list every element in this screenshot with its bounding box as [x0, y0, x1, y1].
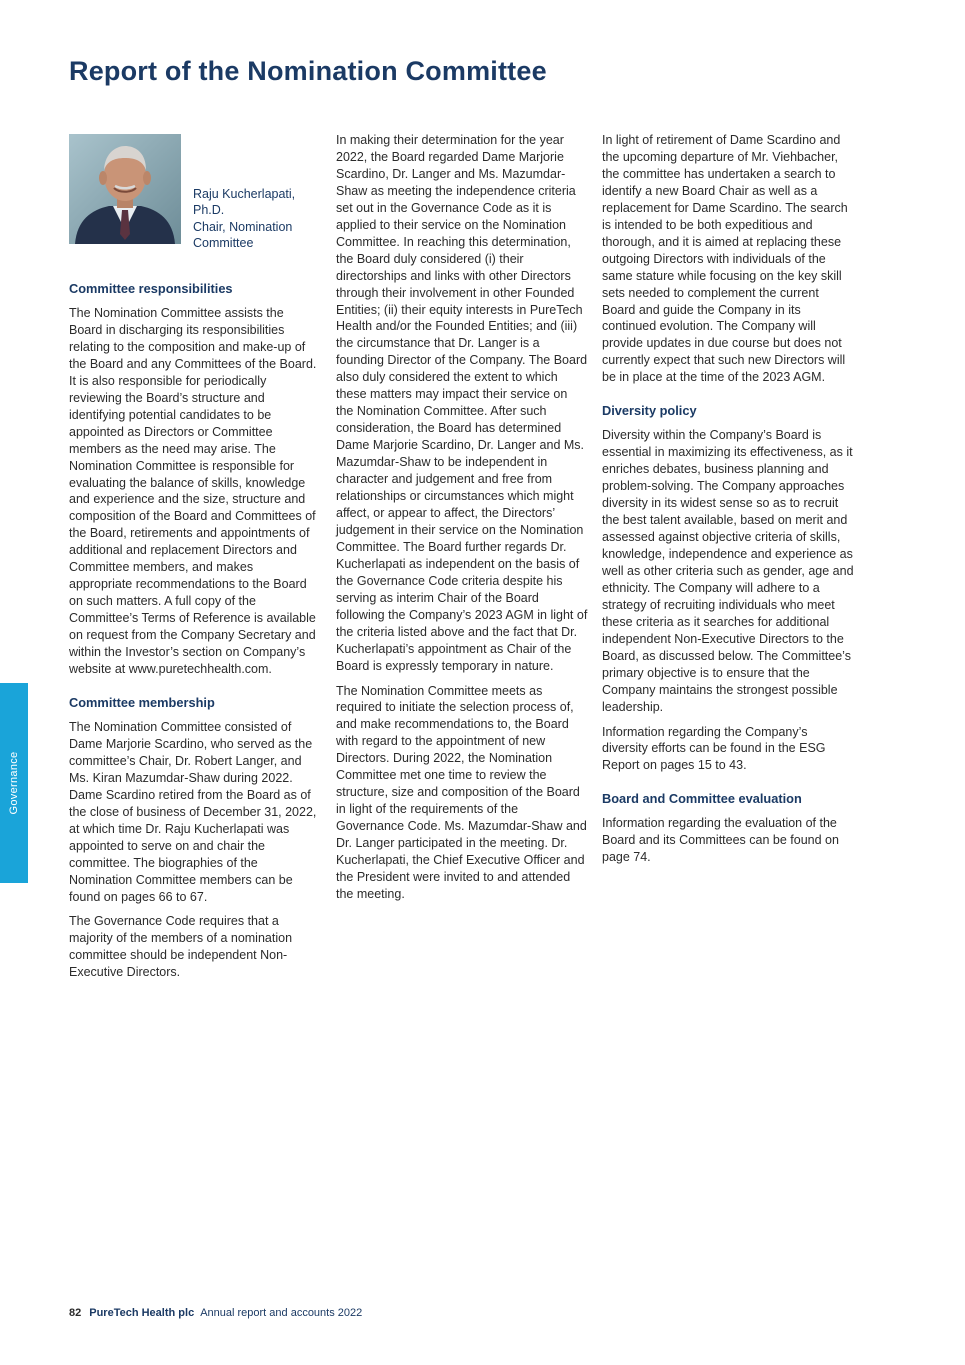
- paragraph-independence: In making their determination for the year 2022, the Board regarded Dame Marjorie Scardino, Dr. Langer and Ms. Mazumdar-Shaw as meeting the independence criteria set out in the Governance Code as it is applied to their service on the Nomination Committee. In reaching this determination, the Board duly considered (i) their directorships and links with other Directors through their involvement in other Founded Entities; (ii) their equity interests in PureTech Health and/or the Founded Entities; and (iii) the circumstance that Dr. Langer is a founding Director of the Company. The Board also duly considered the extent to which these matters may impact their service on the Nomination Committee. After such consideration, the Board has determined Dame Marjorie Scardino, Dr. Langer and Ms. Mazumdar-Shaw to be independent in character and judgement and free from relationships or circumstances which might affect, or appear to affect, the Directors’ judgement in their service on the Nomination Committee. The Board further regards Dr. Kucherlapati as independent on the basis of the Governance Code criteria despite his serving as interim Chair of the Board following the Company’s 2023 AGM in light of the criteria listed above and the fact that Dr. Kucherlapati’s appointment as Chair of the Board is expressly temporary in nature.: [336, 133, 588, 673]
- heading-committee-membership: Committee membership: [69, 694, 215, 710]
- portrait-photo-icon: [69, 134, 181, 244]
- column-right: [602, 132, 854, 874]
- paragraph-governance-code: The Governance Code requires that a majority of the members of a nomination committee should be independent Non-Executive Directors.: [69, 914, 293, 980]
- heading-diversity-policy: Diversity policy: [602, 403, 697, 419]
- chair-portrait: [69, 134, 181, 244]
- column-middle: [336, 132, 588, 911]
- section-tab-governance: [0, 683, 28, 883]
- footer-company: PureTech Health plc: [89, 1307, 195, 1319]
- column-left: [69, 280, 319, 989]
- paragraph-membership: The Nomination Committee consisted of Dame Marjorie Scardino, who served as the committee’s Chair, Dr. Robert Langer, and Ms. Kiran Mazumdar-Shaw during 2022. Dame Scardino retired from the Board as of the close of business of December 31, 2022, at which time Dr. Raju Kucherlapati was appointed to serve on and chair the committee. The biographies of the Nomination Committee members can be found on pages 66 to 67.: [69, 719, 317, 904]
- heading-committee-responsibilities: Committee responsibilities: [69, 281, 233, 296]
- paragraph-responsibilities: The Nomination Committee assists the Board in discharging its responsibilities relating to the composition and make-up of the Board and any Committees of the Board. It is also responsible for periodically reviewing the Board’s structure and identifying potential candidates to be appointed as Directors or Committee members as the need may arise. The Nomination Committee is responsible for evaluating the balance of skills, knowledge and experience and the size, structure and composition of the Board and Committees of the Board, retirements and appointments of additional and replacement Directors and Committee members, and makes appropriate recommendations to the Board on such matters. A full copy of the Committee’s Terms of Reference is available on request from the Company Secretary and within the Investor’s section on Company’s website at www.puretechhealth.com.: [69, 306, 317, 677]
- heading-board-evaluation: Board and Committee evaluation: [602, 791, 802, 807]
- page-title: Report of the Nomination Committee: [69, 56, 547, 87]
- paragraph-diversity: Diversity within the Company’s Board is essential in maximizing its effectiveness, as it enriches debates, business planning and problem-solving. The Company approaches diversity in its widest sense so as to recruit the best talent available, based on merit and assessed against objective criteria of skills, knowledge, independence and experience as well as other criteria such as gender, age and ethnicity. The Company will adhere to a strategy of recruiting individuals who meet these criteria as it searches for additional independent Non-Executive Directors to the Board, as discussed below. The Committee’s primary objective is to ensure that the Company maintains the strongest possible leadership.: [602, 428, 854, 714]
- paragraph-meetings: The Nomination Committee meets as required to initiate the selection process of, and make recommendations to, the Board with regard to the appointment of new Directors. During 2022, the Nomination Committee met one time to review the structure, size and composition of the Board in light of the requirements of the Governance Code. Ms. Mazumdar-Shaw and Dr. Langer participated in the meeting. Dr. Kucherlapati, the Chief Executive Officer and the President were invited to and attended the meeting.: [336, 683, 587, 901]
- page-number: 82: [69, 1307, 82, 1319]
- chair-caption: [193, 186, 318, 251]
- section-tab-label: Governance: [8, 751, 20, 815]
- page-footer: [69, 1307, 362, 1319]
- footer-document-title: Annual report and accounts 2022: [200, 1307, 363, 1319]
- paragraph-board-search: In light of retirement of Dame Scardino and the upcoming departure of Mr. Viehbacher, the committee has undertaken a search to identify a new Board Chair as well as a replacement for Dame Scardino. The search is intended to be both expeditious and thorough, and it is aimed at replacing these outgoing Directors with individuals of the same stature while focusing on the key skill sets needed to complement the current Board and guide the Company in its continued evolution. The Company will provide updates in due course but does not currently expect that such new Directors will be in place at the time of the 2023 AGM.: [602, 133, 848, 385]
- paragraph-evaluation: Information regarding the evaluation of the Board and its Committees can be found on page 74.: [602, 816, 839, 865]
- paragraph-esg-report: Information regarding the Company’s diversity efforts can be found in the ESG Report on pages 15 to 43.: [602, 724, 826, 773]
- chair-role: Chair, Nomination Committee: [193, 219, 293, 250]
- chair-name: Raju Kucherlapati, Ph.D.: [193, 187, 296, 218]
